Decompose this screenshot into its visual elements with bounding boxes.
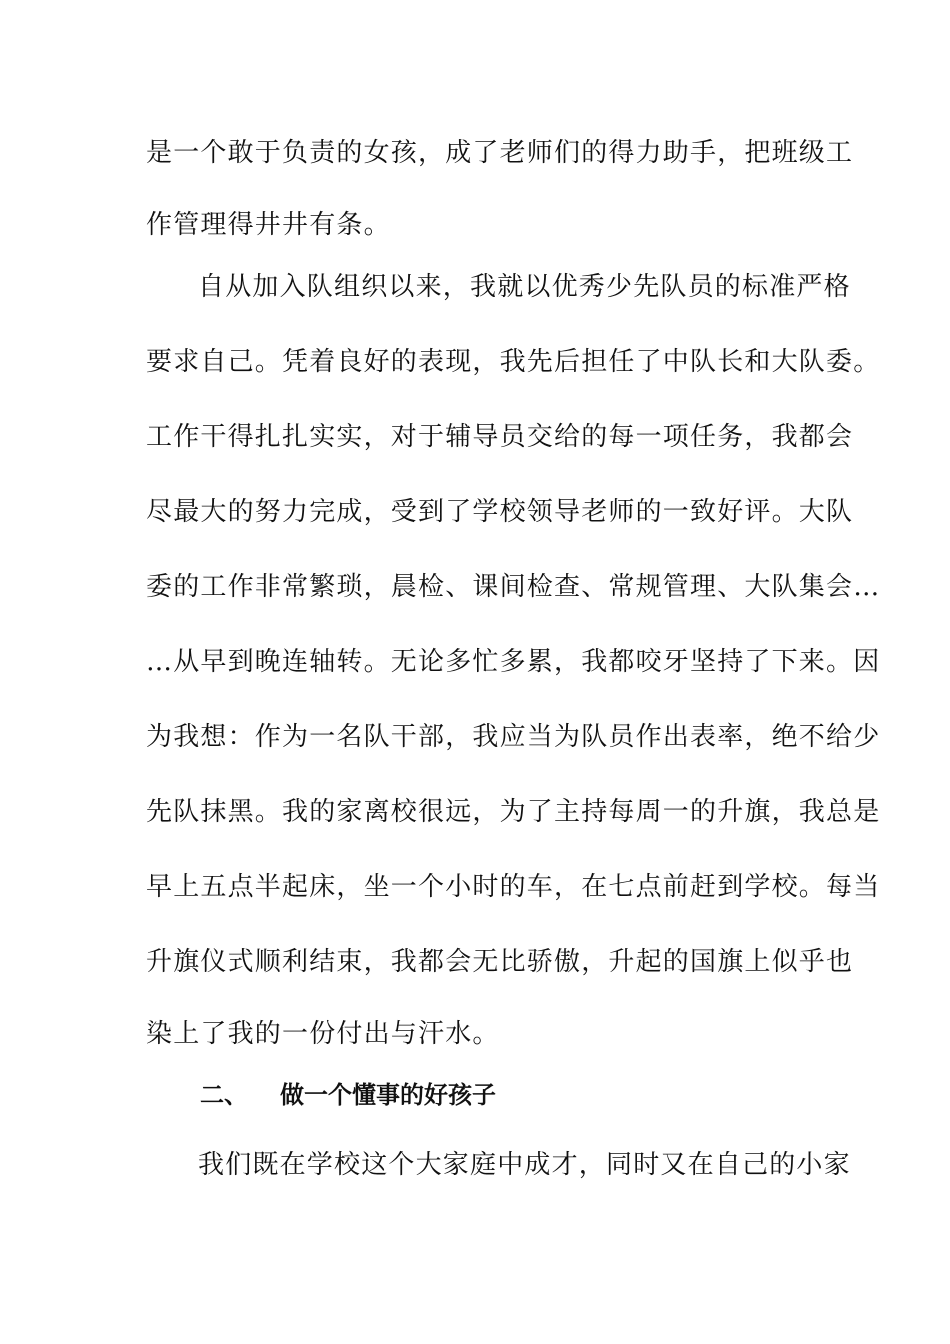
paragraph-2-line-5: 委的工作非常繁琐，晨检、课间检查、常规管理、大队集会…	[146, 572, 881, 602]
paragraph-2-line-4: 尽最大的努力完成，受到了学校领导老师的一致好评。大队	[146, 497, 854, 527]
paragraph-2-line-7: 为我想：作为一名队干部，我应当为队员作出表率，绝不给少	[146, 722, 881, 752]
paragraph-2-line-8: 先队抹黑。我的家离校很远，为了主持每周一的升旗，我总是	[146, 797, 881, 827]
paragraph-2-line-6: …从早到晚连轴转。无论多忙多累，我都咬牙坚持了下来。因	[146, 647, 881, 677]
paragraph-2-line-2: 要求自己。凭着良好的表现，我先后担任了中队长和大队委。	[146, 347, 881, 377]
paragraph-2-line-11: 染上了我的一份付出与汗水。	[146, 1019, 500, 1049]
paragraph-3-line-1: 我们既在学校这个大家庭中成才，同时又在自己的小家	[198, 1150, 851, 1180]
section-heading-number: 二、	[200, 1081, 248, 1109]
paragraph-2-line-9: 早上五点半起床，坐一个小时的车，在七点前赶到学校。每当	[146, 872, 881, 902]
paragraph-2-line-10: 升旗仪式顺利结束，我都会无比骄傲，升起的国旗上似乎也	[146, 947, 854, 977]
paragraph-1-line-1: 是一个敢于负责的女孩，成了老师们的得力助手，把班级工	[146, 138, 854, 168]
section-heading	[200, 1078, 496, 1112]
paragraph-2-line-1: 自从加入队组织以来，我就以优秀少先队员的标准严格	[198, 272, 851, 302]
paragraph-1-line-2: 作管理得井井有条。	[146, 210, 391, 240]
paragraph-2-line-3: 工作干得扎扎实实，对于辅导员交给的每一项任务，我都会	[146, 422, 854, 452]
section-heading-title: 做一个懂事的好孩子	[280, 1081, 496, 1109]
